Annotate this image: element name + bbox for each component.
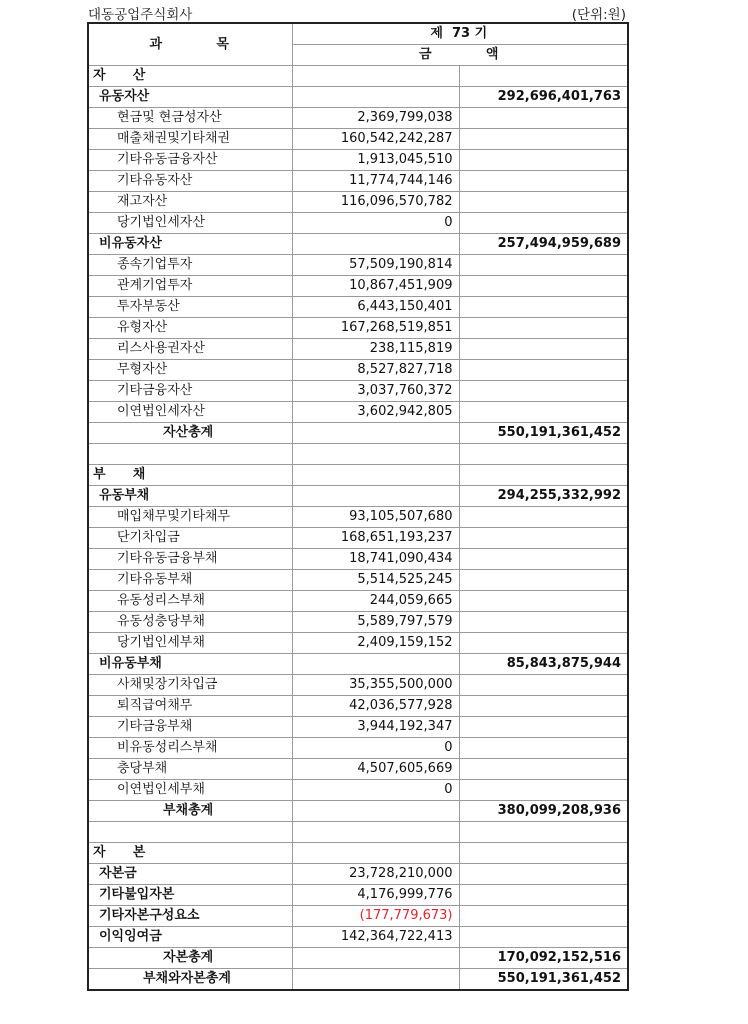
table-row	[88, 885, 628, 906]
header-period: 제 73 기	[292, 23, 628, 45]
table-row	[88, 633, 628, 654]
row-total-amount	[459, 759, 628, 780]
row-sub-amount	[292, 948, 459, 969]
row-total-amount	[459, 864, 628, 885]
table-row	[88, 570, 628, 591]
table-row	[88, 444, 628, 465]
row-label: 유동부채	[88, 486, 292, 507]
row-sub-amount: 93,105,507,680	[292, 507, 459, 528]
row-sub-amount: 35,355,500,000	[292, 675, 459, 696]
row-label: 관계기업투자	[88, 276, 292, 297]
row-label: 부 채	[88, 465, 292, 486]
header-amount: 금 액	[292, 45, 628, 66]
row-total-amount	[459, 612, 628, 633]
row-sub-amount: 116,096,570,782	[292, 192, 459, 213]
row-sub-amount	[292, 969, 459, 991]
row-label: 당기법인세부채	[88, 633, 292, 654]
table-row	[88, 402, 628, 423]
row-total-amount	[459, 717, 628, 738]
row-total-amount	[459, 213, 628, 234]
table-row	[88, 486, 628, 507]
row-total-amount	[459, 885, 628, 906]
table-row	[88, 234, 628, 255]
row-label: 단기차입금	[88, 528, 292, 549]
table-row	[88, 423, 628, 444]
row-label: 자본금	[88, 864, 292, 885]
row-total-amount	[459, 171, 628, 192]
table-row	[88, 297, 628, 318]
row-total-amount	[459, 108, 628, 129]
row-sub-amount: 0	[292, 738, 459, 759]
table-row	[88, 129, 628, 150]
table-row	[88, 864, 628, 885]
table-row	[88, 696, 628, 717]
row-label: 이익잉여금	[88, 927, 292, 948]
table-row	[88, 591, 628, 612]
row-sub-amount	[292, 66, 459, 87]
row-label: 기타유동부채	[88, 570, 292, 591]
row-label: 자본총계	[88, 948, 292, 969]
row-label: 당기법인세자산	[88, 213, 292, 234]
row-total-amount	[459, 150, 628, 171]
row-label: 자 본	[88, 843, 292, 864]
row-label: 기타유동금융자산	[88, 150, 292, 171]
row-label: 기타자본구성요소	[88, 906, 292, 927]
table-row	[88, 948, 628, 969]
row-total-amount	[459, 339, 628, 360]
table-row	[88, 255, 628, 276]
row-sub-amount: 3,944,192,347	[292, 717, 459, 738]
row-sub-amount: 167,268,519,851	[292, 318, 459, 339]
row-total-amount	[459, 570, 628, 591]
row-label: 매입채무및기타채무	[88, 507, 292, 528]
row-label: 비유동부채	[88, 654, 292, 675]
row-label: 자 산	[88, 66, 292, 87]
table-row	[88, 906, 628, 927]
row-sub-amount: 57,509,190,814	[292, 255, 459, 276]
row-label: 리스사용권자산	[88, 339, 292, 360]
table-row	[88, 150, 628, 171]
table-row	[88, 927, 628, 948]
row-sub-amount: 4,176,999,776	[292, 885, 459, 906]
row-sub-amount: 2,409,159,152	[292, 633, 459, 654]
row-total-amount	[459, 381, 628, 402]
row-label: 부채총계	[88, 801, 292, 822]
table-row	[88, 66, 628, 87]
table-row	[88, 318, 628, 339]
table-row	[88, 780, 628, 801]
row-label: 현금및 현금성자산	[88, 108, 292, 129]
row-total-amount	[459, 66, 628, 87]
row-sub-amount	[292, 822, 459, 843]
row-total-amount: 292,696,401,763	[459, 87, 628, 108]
row-total-amount	[459, 444, 628, 465]
table-row	[88, 360, 628, 381]
unit-label: (단위:원)	[571, 7, 626, 23]
row-sub-amount: 23,728,210,000	[292, 864, 459, 885]
row-sub-amount: 8,527,827,718	[292, 360, 459, 381]
table-row	[88, 276, 628, 297]
table-row	[88, 612, 628, 633]
row-label: 유동자산	[88, 87, 292, 108]
row-total-amount	[459, 906, 628, 927]
row-sub-amount: 244,059,665	[292, 591, 459, 612]
row-sub-amount: (177,779,673)	[292, 906, 459, 927]
row-sub-amount: 42,036,577,928	[292, 696, 459, 717]
row-label	[88, 822, 292, 843]
row-total-amount	[459, 843, 628, 864]
row-sub-amount: 142,364,722,413	[292, 927, 459, 948]
row-label: 유동성충당부채	[88, 612, 292, 633]
row-sub-amount: 238,115,819	[292, 339, 459, 360]
row-total-amount	[459, 927, 628, 948]
table-row	[88, 339, 628, 360]
row-label: 기타불입자본	[88, 885, 292, 906]
row-sub-amount: 1,913,045,510	[292, 150, 459, 171]
row-sub-amount	[292, 87, 459, 108]
row-label: 비유동성리스부채	[88, 738, 292, 759]
company-name: 대동공업주식회사	[88, 7, 193, 23]
row-total-amount	[459, 402, 628, 423]
row-sub-amount: 5,514,525,245	[292, 570, 459, 591]
balance-sheet-table	[87, 22, 629, 991]
row-total-amount	[459, 276, 628, 297]
row-label	[88, 444, 292, 465]
row-total-amount	[459, 822, 628, 843]
row-label: 이연법인세자산	[88, 402, 292, 423]
table-row	[88, 87, 628, 108]
row-sub-amount: 0	[292, 213, 459, 234]
row-sub-amount: 10,867,451,909	[292, 276, 459, 297]
row-label: 사채및장기차입금	[88, 675, 292, 696]
row-total-amount	[459, 780, 628, 801]
row-label: 재고자산	[88, 192, 292, 213]
table-row	[88, 507, 628, 528]
row-label: 매출채권및기타채권	[88, 129, 292, 150]
row-sub-amount	[292, 843, 459, 864]
row-label: 유동성리스부채	[88, 591, 292, 612]
row-sub-amount: 4,507,605,669	[292, 759, 459, 780]
row-label: 종속기업투자	[88, 255, 292, 276]
table-row	[88, 654, 628, 675]
row-sub-amount: 6,443,150,401	[292, 297, 459, 318]
row-total-amount	[459, 738, 628, 759]
table-row	[88, 192, 628, 213]
table-row	[88, 549, 628, 570]
table-row	[88, 738, 628, 759]
row-label: 유형자산	[88, 318, 292, 339]
row-total-amount	[459, 297, 628, 318]
row-total-amount: 170,092,152,516	[459, 948, 628, 969]
row-sub-amount: 168,651,193,237	[292, 528, 459, 549]
table-row	[88, 675, 628, 696]
row-total-amount	[459, 129, 628, 150]
row-label: 기타유동금융부채	[88, 549, 292, 570]
row-label: 퇴직급여채무	[88, 696, 292, 717]
row-label: 이연법인세부채	[88, 780, 292, 801]
row-total-amount	[459, 696, 628, 717]
table-row	[88, 381, 628, 402]
row-sub-amount: 160,542,242,287	[292, 129, 459, 150]
row-sub-amount: 11,774,744,146	[292, 171, 459, 192]
row-sub-amount: 3,037,760,372	[292, 381, 459, 402]
row-sub-amount: 3,602,942,805	[292, 402, 459, 423]
row-total-amount	[459, 465, 628, 486]
row-total-amount	[459, 507, 628, 528]
row-sub-amount: 2,369,799,038	[292, 108, 459, 129]
row-total-amount	[459, 591, 628, 612]
row-sub-amount: 18,741,090,434	[292, 549, 459, 570]
row-total-amount	[459, 675, 628, 696]
table-row	[88, 528, 628, 549]
row-total-amount	[459, 192, 628, 213]
row-sub-amount	[292, 801, 459, 822]
table-body	[88, 66, 628, 991]
row-sub-amount	[292, 444, 459, 465]
row-sub-amount	[292, 465, 459, 486]
row-label: 무형자산	[88, 360, 292, 381]
table-row	[88, 717, 628, 738]
row-total-amount	[459, 528, 628, 549]
row-total-amount: 257,494,959,689	[459, 234, 628, 255]
row-sub-amount: 5,589,797,579	[292, 612, 459, 633]
row-label: 비유동자산	[88, 234, 292, 255]
table-row	[88, 171, 628, 192]
row-label: 기타유동자산	[88, 171, 292, 192]
table-row	[88, 843, 628, 864]
table-row	[88, 465, 628, 486]
row-label: 자산총계	[88, 423, 292, 444]
row-sub-amount	[292, 486, 459, 507]
row-total-amount: 550,191,361,452	[459, 423, 628, 444]
row-label: 기타금융자산	[88, 381, 292, 402]
table-row	[88, 822, 628, 843]
table-row	[88, 213, 628, 234]
row-label: 충당부채	[88, 759, 292, 780]
row-total-amount: 550,191,361,452	[459, 969, 628, 991]
row-total-amount	[459, 318, 628, 339]
table-row	[88, 759, 628, 780]
row-label: 기타금융부채	[88, 717, 292, 738]
row-total-amount: 380,099,208,936	[459, 801, 628, 822]
row-total-amount: 294,255,332,992	[459, 486, 628, 507]
row-total-amount	[459, 633, 628, 654]
row-total-amount	[459, 255, 628, 276]
row-total-amount	[459, 549, 628, 570]
row-sub-amount	[292, 423, 459, 444]
row-sub-amount	[292, 234, 459, 255]
table-row	[88, 801, 628, 822]
row-label: 부채와자본총계	[88, 969, 292, 991]
header-subject: 과 목	[88, 23, 292, 66]
row-label: 투자부동산	[88, 297, 292, 318]
table-row	[88, 969, 628, 991]
row-total-amount: 85,843,875,944	[459, 654, 628, 675]
row-sub-amount	[292, 654, 459, 675]
row-total-amount	[459, 360, 628, 381]
table-row	[88, 108, 628, 129]
row-sub-amount: 0	[292, 780, 459, 801]
